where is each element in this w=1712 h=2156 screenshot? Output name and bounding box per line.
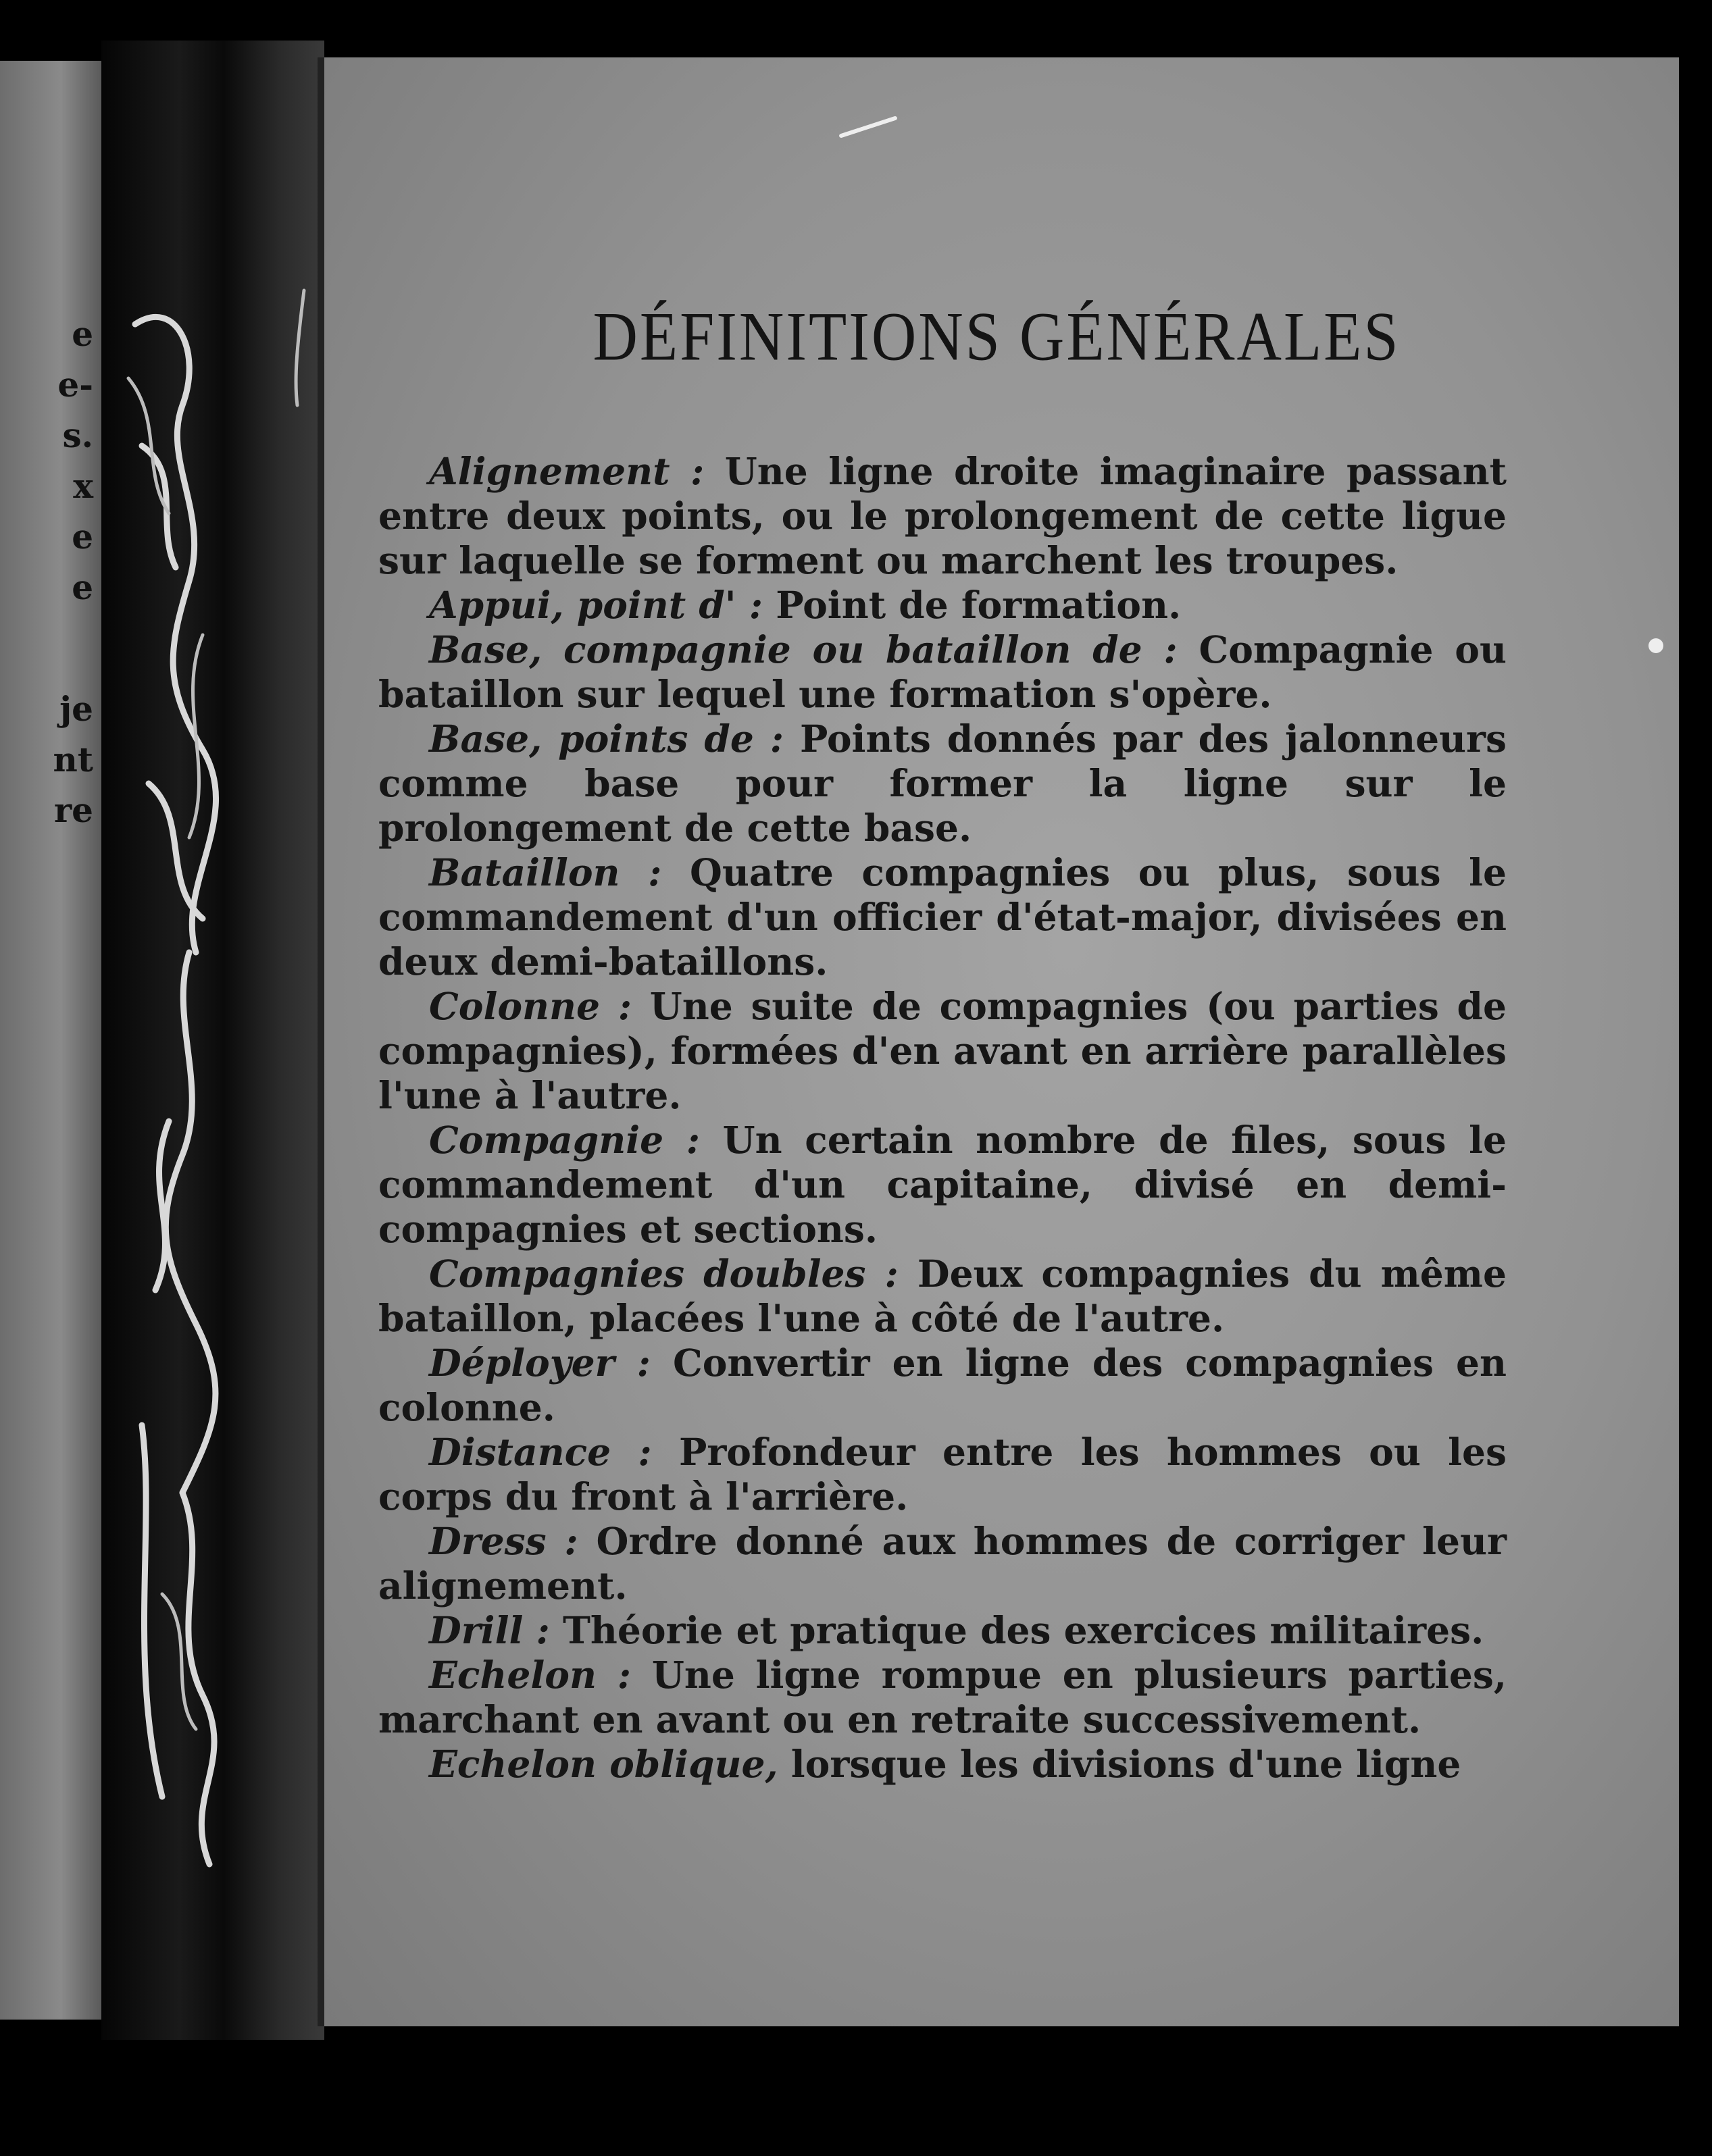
definition-term: Alignement : [429,449,705,493]
definition-entry [378,1742,1507,1787]
definition-entry [378,1252,1507,1341]
book-page [318,57,1679,2026]
definition-entry [378,984,1507,1118]
definition-term: Compagnie : [429,1118,701,1162]
definition-term: Echelon oblique, [429,1742,778,1786]
definition-term: Echelon : [429,1653,632,1697]
definition-term: Bataillon : [429,850,662,894]
previous-page-fragment: s. [62,415,93,455]
definition-text: lorsque les divisions d'une ligne [778,1742,1461,1786]
definition-text: Profondeur entre les hommes ou les corps du front à l'arrière. [378,1430,1507,1518]
definition-entry [378,583,1507,627]
definition-text: Un certain nombre de files, sous le commandement d'un capitaine, divisé en demi-compagnies et sections. [378,1118,1507,1251]
definition-entry [378,717,1507,850]
definitions-list [378,449,1507,1787]
definition-entry [378,850,1507,984]
definition-text: Une ligne droite imaginaire passant entre deux points, ou le prolongement de cette ligue sur laquelle se forment ou marchent les troupes. [378,449,1507,582]
definition-text: Convertir en ligne des compagnies en colonne. [378,1341,1507,1429]
definition-term: Déployer : [429,1341,651,1385]
definition-text: Une ligne rompue en plusieurs parties, marchant en avant ou en retraite successivement. [378,1653,1507,1741]
definition-entry [378,1519,1507,1608]
definition-text: Théorie et pratique des exercices militaires. [549,1608,1484,1652]
definition-text: Une suite de compagnies (ou parties de compagnies), formées d'en avant en arrière parallèles l'une à l'autre. [378,984,1507,1117]
definition-term: Compagnies doubles : [429,1252,899,1295]
previous-page-fragment: e [72,314,93,354]
binding-thread [101,41,324,2040]
definition-text: Deux compagnies du même bataillon, placées l'une à côté de l'autre. [378,1252,1507,1340]
previous-page-edge [0,61,101,2020]
definition-term: Appui, point d' : [429,583,763,627]
previous-page-fragment: e- [57,365,93,405]
paper-scratch [838,116,897,138]
definition-text: Quatre compagnies ou plus, sous le commandement d'un officier d'état-major, divisées en deux demi-bataillons. [378,850,1507,983]
definition-entry [378,627,1507,717]
definition-entry [378,1118,1507,1252]
definition-text: Compagnie ou bataillon sur lequel une formation s'opère. [378,627,1507,716]
definition-term: Distance : [429,1430,652,1474]
definition-text: Points donnés par des jalonneurs comme base pour former la ligne sur le prolongement de cette base. [378,717,1507,850]
definition-text: Ordre donné aux hommes de corriger leur alignement. [378,1519,1507,1608]
previous-page-fragment: x [73,466,93,506]
definition-term: Drill : [429,1608,550,1652]
previous-page-fragment: e [72,517,93,557]
definition-entry [378,449,1507,583]
definition-term: Dress : [429,1519,578,1563]
definition-entry [378,1653,1507,1742]
previous-page-fragment: re [53,790,93,830]
definition-text: Point de formation. [763,583,1182,627]
page-title: DÉFINITIONS GÉNÉRALES [593,297,1401,376]
definition-entry [378,1341,1507,1430]
definition-term: Base, points de : [429,717,784,761]
book-binding-gutter [101,41,324,2040]
definition-entry [378,1430,1507,1519]
previous-page-fragment: je [59,689,93,729]
previous-page-fragment: e [72,567,93,607]
definition-entry [378,1608,1507,1653]
definition-term: Base, compagnie ou bataillon de : [429,627,1178,671]
definition-term: Colonne : [429,984,632,1028]
previous-page-fragment: nt [53,740,93,779]
paper-speck [1648,638,1663,653]
